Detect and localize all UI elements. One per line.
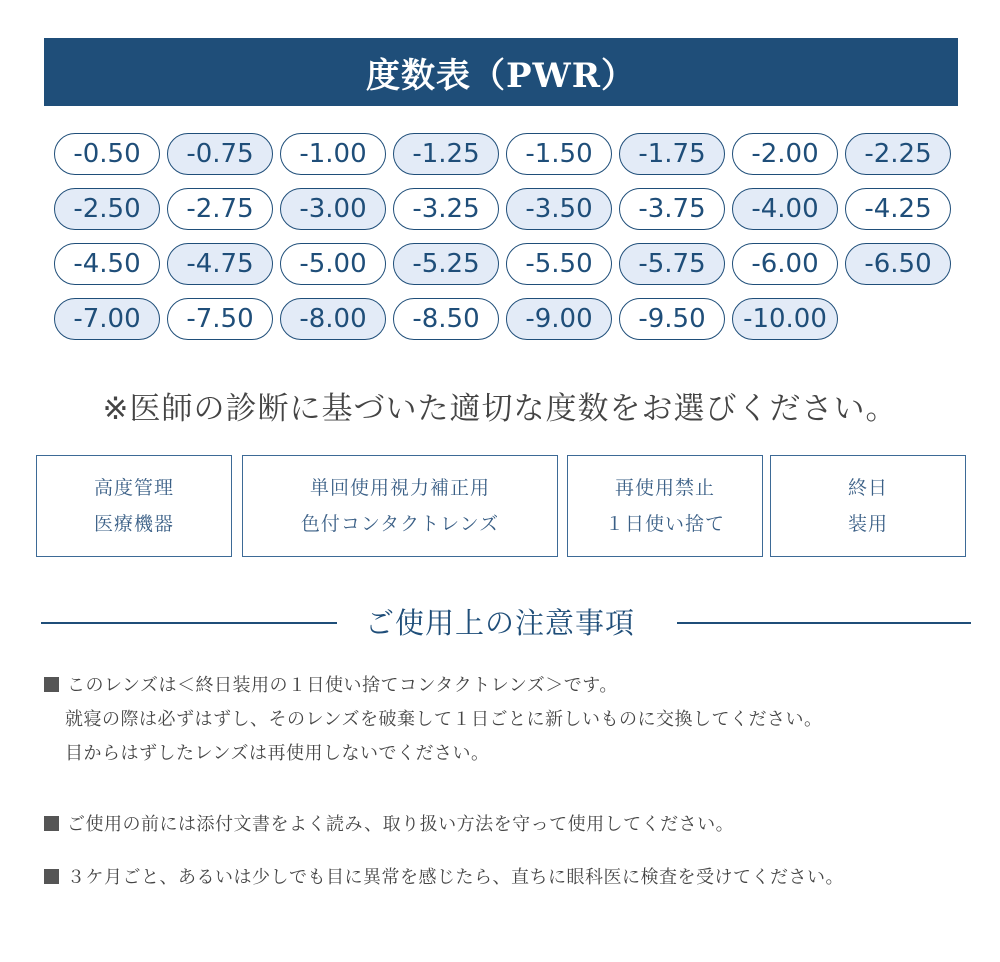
square-bullet-icon — [44, 816, 59, 831]
power-value-pill: -3.50 — [506, 188, 612, 230]
power-value-pill: -3.25 — [393, 188, 499, 230]
caution-line: 目からはずしたレンズは再使用しないでください。 — [65, 743, 490, 764]
power-value-pill: -3.00 — [280, 188, 386, 230]
power-value-pill: -6.00 — [732, 243, 838, 285]
power-value-pill: -7.50 — [167, 298, 273, 340]
info-box-line: １日使い捨て — [604, 513, 725, 535]
power-value-pill: -0.75 — [167, 133, 273, 175]
divider-right — [677, 622, 971, 624]
power-value-pill: -4.75 — [167, 243, 273, 285]
power-value-pill: -4.25 — [845, 188, 951, 230]
caution-line: このレンズは＜終日装用の１日使い捨てコンタクトレンズ＞です。 — [67, 675, 618, 696]
caution-line: 就寝の際は必ずはずし、そのレンズを破棄して１日ごとに新しいものに交換してください。 — [65, 709, 823, 730]
title-banner — [44, 38, 958, 106]
power-value-pill: -3.75 — [619, 188, 725, 230]
caution-item — [44, 808, 734, 842]
square-bullet-icon — [44, 869, 59, 884]
power-value-pill: -5.75 — [619, 243, 725, 285]
power-value-pill: -1.75 — [619, 133, 725, 175]
power-value-pill: -1.00 — [280, 133, 386, 175]
power-value-pill: -9.00 — [506, 298, 612, 340]
info-box-device-class — [36, 455, 232, 557]
caution-item — [44, 861, 844, 895]
caution-item — [44, 669, 823, 771]
info-box-line: 終日 — [847, 477, 888, 499]
power-value-pill: -10.00 — [732, 298, 838, 340]
info-box-wear — [770, 455, 966, 557]
info-box-line: 医療機器 — [93, 513, 174, 535]
power-value-pill: -0.50 — [54, 133, 160, 175]
info-box-line: 高度管理 — [93, 477, 174, 499]
doctor-note: ※医師の診断に基づいた適切な度数をお選びください。 — [102, 391, 898, 427]
square-bullet-icon — [44, 677, 59, 692]
caution-title: ご使用上の注意事項 — [364, 606, 635, 640]
info-box-line: 単回使用視力補正用 — [309, 477, 490, 499]
power-value-pill: -6.50 — [845, 243, 951, 285]
info-box-lens-type — [242, 455, 558, 557]
page-title: 度数表（PWR） — [365, 55, 636, 96]
power-value-pill: -1.25 — [393, 133, 499, 175]
power-value-pill: -9.50 — [619, 298, 725, 340]
info-box-line: 再使用禁止 — [614, 477, 715, 499]
info-box-disposable — [567, 455, 763, 557]
power-value-pill: -8.00 — [280, 298, 386, 340]
power-value-pill: -2.75 — [167, 188, 273, 230]
info-box-line: 装用 — [847, 513, 888, 535]
caution-line: ご使用の前には添付文書をよく読み、取り扱い方法を守って使用してください。 — [67, 814, 735, 835]
power-value-pill: -8.50 — [393, 298, 499, 340]
power-value-pill: -2.00 — [732, 133, 838, 175]
caution-line: ３ケ月ごと、あるいは少しでも目に異常を感じたら、直ちに眼科医に検査を受けてください。 — [67, 867, 844, 888]
power-value-pill: -2.25 — [845, 133, 951, 175]
power-value-pill: -1.50 — [506, 133, 612, 175]
power-value-pill: -5.25 — [393, 243, 499, 285]
info-box-line: 色付コンタクトレンズ — [300, 513, 500, 535]
power-value-pill: -4.50 — [54, 243, 160, 285]
power-value-pill: -7.00 — [54, 298, 160, 340]
power-value-pill: -2.50 — [54, 188, 160, 230]
power-value-pill: -4.00 — [732, 188, 838, 230]
power-value-pill: -5.50 — [506, 243, 612, 285]
power-value-pill: -5.00 — [280, 243, 386, 285]
